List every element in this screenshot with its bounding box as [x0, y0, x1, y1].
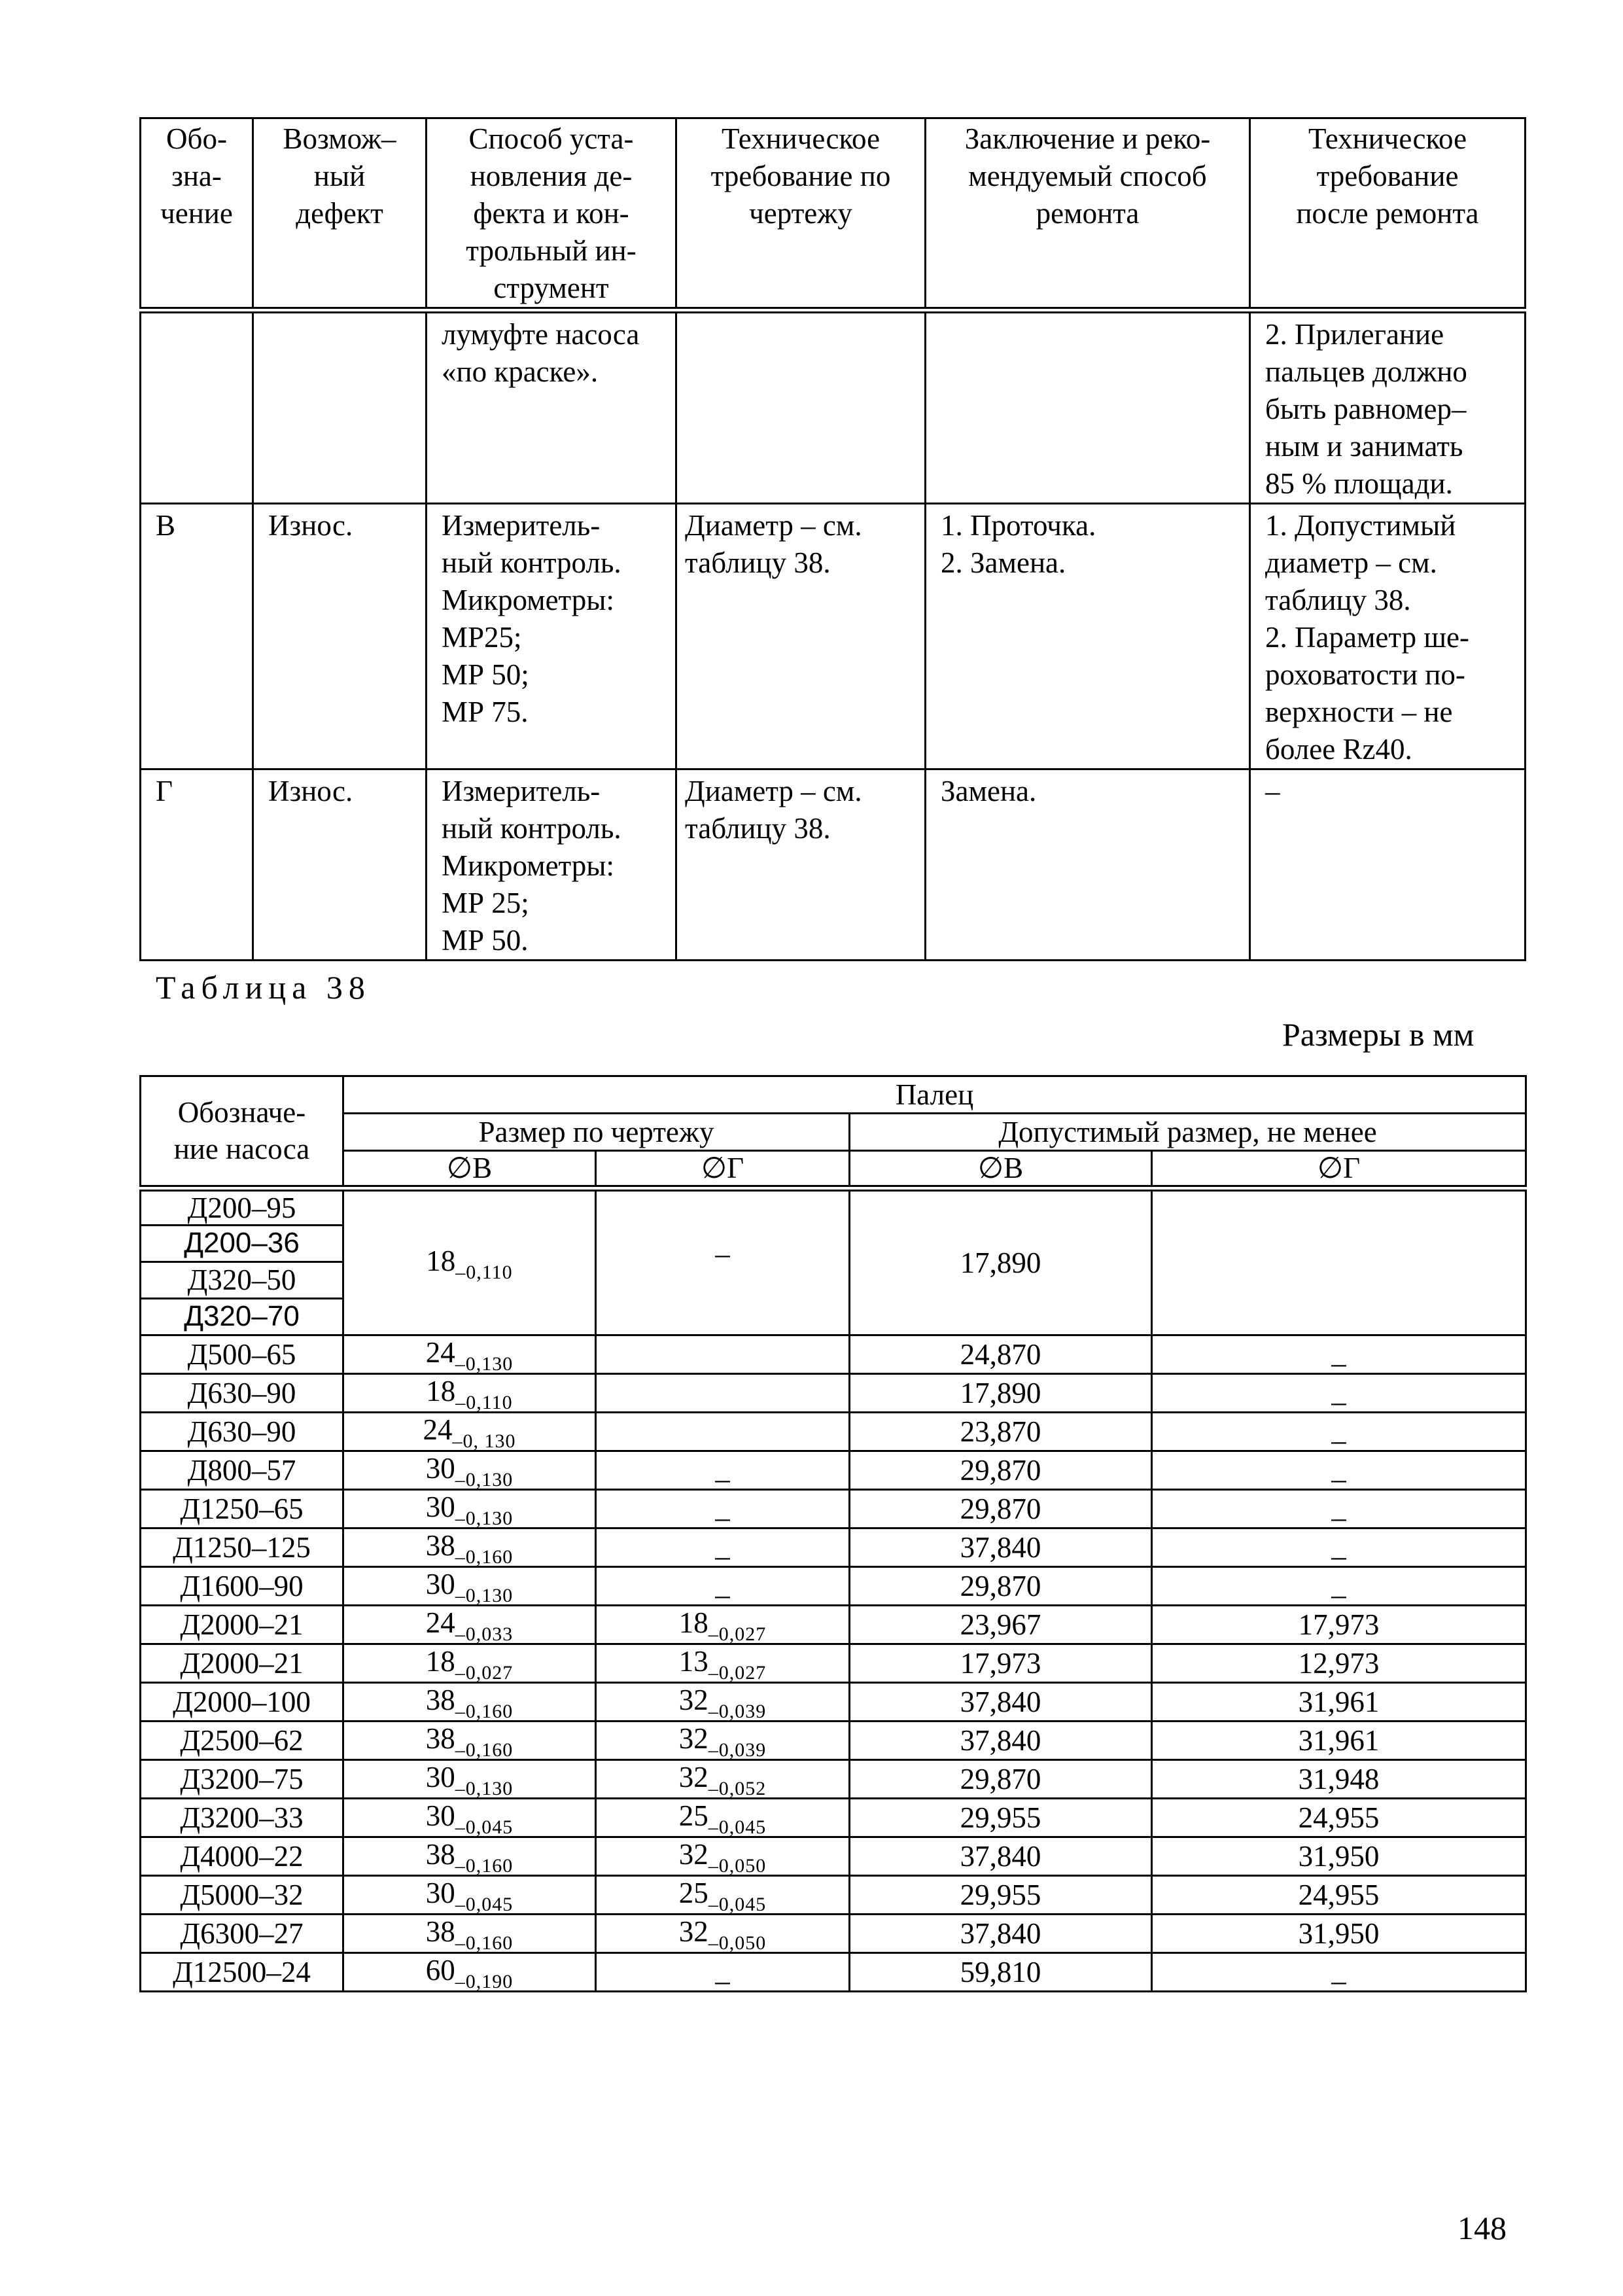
nominal: 30	[425, 1760, 455, 1793]
cell-defect: Износ.	[253, 504, 427, 769]
text-line: требование	[1316, 160, 1459, 192]
cell-after-repair	[1250, 504, 1526, 769]
nominal: 25	[678, 1876, 708, 1909]
cell-method	[427, 504, 676, 769]
cell-method	[427, 310, 676, 504]
cell-allowed-dia-b: 59,810	[850, 1952, 1152, 1991]
cell-drawing-dia-g: –	[596, 1489, 850, 1528]
text-line: Способ уста-	[468, 122, 634, 155]
cell-drawing-dia-b	[343, 1952, 596, 1991]
text-line: МР 25;	[442, 887, 529, 919]
table-row	[141, 1644, 1526, 1682]
text-line: Возмож–	[283, 122, 396, 155]
cell-defect	[253, 310, 427, 504]
cell-allowed-dia-b: 37,840	[850, 1914, 1152, 1952]
text-line: 2. Прилегание	[1265, 318, 1444, 351]
cell-drawing-dia-b	[343, 1489, 596, 1528]
cell-pump-name: Д500–65	[141, 1335, 343, 1373]
nominal: 32	[678, 1915, 708, 1948]
nominal: 38	[425, 1915, 455, 1948]
tolerance: –0,027	[708, 1661, 767, 1684]
cell-after-repair	[1250, 310, 1526, 504]
cell-drawing-dia-g	[596, 1914, 850, 1952]
nominal: 32	[678, 1837, 708, 1871]
tolerance: –0,130	[455, 1584, 514, 1606]
cell-drawing-dia-b	[343, 1644, 596, 1682]
tolerance: –0,039	[708, 1739, 767, 1761]
cell-drawing-dia-b	[343, 1566, 596, 1605]
tolerance: –0,160	[455, 1932, 514, 1954]
header-conclusion	[926, 118, 1250, 311]
cell-pump-name: Д3200–33	[141, 1798, 343, 1837]
nominal: 38	[425, 1683, 455, 1716]
cell-drawing-dia-g	[596, 1721, 850, 1759]
cell-drawing-dia-b	[343, 1451, 596, 1489]
cell-allowed-dia-g: 12,973	[1152, 1644, 1526, 1682]
text-line: зна-	[171, 160, 222, 192]
cell-allowed-dia-b: 29,870	[850, 1451, 1152, 1489]
cell-conclusion	[926, 310, 1250, 504]
text-line: ным и занимать	[1265, 430, 1463, 463]
cell-requirement	[676, 504, 926, 769]
text-line: дефект	[296, 197, 383, 230]
cell-allowed-dia-g: 31,950	[1152, 1837, 1526, 1875]
cell-allowed-dia-b: 37,840	[850, 1682, 1152, 1721]
cell-allowed-dia-g: –	[1152, 1412, 1526, 1451]
text-line: требование по	[710, 160, 891, 192]
tolerance: –0,027	[455, 1661, 514, 1684]
cell-pump-name: Д1600–90	[141, 1566, 343, 1605]
text-line: ный контроль.	[442, 546, 621, 579]
cell-drawing-dia-g: –	[596, 1451, 850, 1489]
text-line: чение	[160, 197, 233, 230]
nominal: 24	[425, 1606, 455, 1639]
cell-allowed-dia-b: 17,890	[850, 1373, 1152, 1412]
cell-designation: В	[141, 504, 253, 769]
text-line: чертежу	[749, 197, 852, 230]
header-allowed-dia-g: ∅Г	[1152, 1151, 1526, 1188]
cell-pump-name: Д800–57	[141, 1451, 343, 1489]
table-row	[141, 1682, 1526, 1721]
pin-size-table	[139, 1075, 1527, 1997]
tolerance: –0,045	[708, 1816, 767, 1838]
cell-allowed-dia-b: 23,967	[850, 1605, 1152, 1644]
cell-allowed-dia-g: 17,973	[1152, 1605, 1526, 1644]
cell-drawing-dia-b	[343, 1837, 596, 1875]
text-line: струмент	[493, 272, 609, 304]
cell-drawing-dia-g: –	[596, 1952, 850, 1991]
cell-pump-name: Д630–90	[141, 1373, 343, 1412]
tolerance: –0,160	[455, 1545, 514, 1568]
cell-allowed-dia-g: 31,961	[1152, 1682, 1526, 1721]
text-line: Диаметр – см.	[685, 775, 862, 807]
cell-allowed-dia-b: 24,870	[850, 1335, 1152, 1373]
tolerance: –0,110	[455, 1391, 513, 1413]
cell-drawing-dia-b	[343, 1188, 596, 1335]
header-drawing-dia-g: ∅Г	[596, 1151, 850, 1188]
text-line: Диаметр – см.	[685, 509, 862, 542]
cell-drawing-dia-b	[343, 1373, 596, 1412]
cell-allowed-dia-g: 31,948	[1152, 1759, 1526, 1798]
text-line: пальцев должно	[1265, 355, 1467, 388]
cell-method	[427, 769, 676, 961]
nominal: 30	[425, 1451, 455, 1485]
cell-allowed-dia-b: 17,973	[850, 1644, 1152, 1682]
cell-drawing-dia-g	[596, 1759, 850, 1798]
header-drawing-dia-b: ∅В	[343, 1151, 596, 1188]
header-designation	[141, 118, 253, 311]
table-row	[141, 1605, 1526, 1644]
table-row	[141, 310, 1526, 504]
cell-allowed-dia-b: 37,840	[850, 1721, 1152, 1759]
text-line: –	[1265, 775, 1280, 807]
cell-allowed-dia-g: –	[1152, 1373, 1526, 1412]
cell-after-repair	[1250, 769, 1526, 961]
text-line: 1. Проточка.	[941, 509, 1096, 542]
cell-allowed-dia-g: –	[1152, 1566, 1526, 1605]
cell-conclusion	[926, 769, 1250, 961]
table-row	[141, 1914, 1526, 1952]
text-line: Измеритель-	[442, 509, 601, 542]
cell-drawing-dia-g	[596, 1837, 850, 1875]
nominal: 24	[425, 1335, 455, 1369]
cell-pump-name: Д200–36	[141, 1225, 343, 1262]
text-line: таблицу 38.	[685, 546, 831, 579]
text-line: Замена.	[941, 775, 1037, 807]
table-row	[141, 1837, 1526, 1875]
tolerance: –0,130	[455, 1777, 514, 1799]
text-line: верхности – не	[1265, 696, 1453, 728]
text-line: 2. Замена.	[941, 546, 1066, 579]
cell-drawing-dia-g	[596, 1798, 850, 1837]
table-row	[141, 1335, 1526, 1373]
header-pin: Палец	[343, 1076, 1526, 1114]
text-line: фекта и кон-	[473, 197, 629, 230]
cell-drawing-dia-g: –	[596, 1188, 850, 1335]
nominal: 25	[678, 1799, 708, 1832]
text-line: таблицу 38.	[1265, 584, 1411, 616]
tolerance: –0,110	[455, 1261, 513, 1283]
header-allowed-size: Допустимый размер, не менее	[850, 1114, 1526, 1151]
tolerance: –0,160	[455, 1700, 514, 1722]
cell-allowed-dia-b: 23,870	[850, 1412, 1152, 1451]
table-row	[141, 1188, 1526, 1226]
cell-pump-name: Д2500–62	[141, 1721, 343, 1759]
cell-allowed-dia-g: 24,955	[1152, 1798, 1526, 1837]
tolerance: –0, 130	[452, 1430, 516, 1452]
cell-allowed-dia-g	[1152, 1188, 1526, 1335]
text-line: ние насоса	[173, 1133, 310, 1166]
header-row-size-groups	[141, 1114, 1526, 1151]
cell-allowed-dia-g: 31,950	[1152, 1914, 1526, 1952]
tolerance: –0,039	[708, 1700, 767, 1722]
nominal: 60	[425, 1953, 455, 1987]
cell-requirement	[676, 310, 926, 504]
nominal: 18	[678, 1606, 708, 1639]
nominal: 24	[423, 1413, 453, 1446]
text-line: новления де-	[470, 160, 633, 192]
cell-drawing-dia-g	[596, 1682, 850, 1721]
text-line: 85 % площади.	[1265, 467, 1453, 500]
nominal: 18	[426, 1374, 456, 1407]
header-defect	[253, 118, 427, 311]
text-line: МР 50.	[442, 924, 529, 957]
table-row	[141, 1451, 1526, 1489]
nominal: 30	[425, 1490, 455, 1523]
table-row	[141, 1875, 1526, 1914]
cell-allowed-dia-b: 37,840	[850, 1837, 1152, 1875]
cell-allowed-dia-g: 24,955	[1152, 1875, 1526, 1914]
table-row	[141, 1721, 1526, 1759]
tolerance: –0,045	[455, 1893, 514, 1915]
header-row-diameters	[141, 1151, 1526, 1188]
text-line: «по краске».	[442, 355, 599, 388]
cell-drawing-dia-g	[596, 1644, 850, 1682]
table-row	[141, 504, 1526, 769]
text-line: диаметр – см.	[1265, 546, 1437, 579]
cell-pump-name: Д1250–125	[141, 1528, 343, 1566]
table-row	[141, 769, 1526, 961]
table-row	[141, 1759, 1526, 1798]
cell-drawing-dia-b	[343, 1914, 596, 1952]
text-line: Измеритель-	[442, 775, 601, 807]
nominal: 32	[678, 1683, 708, 1716]
cell-pump-name: Д2000–21	[141, 1605, 343, 1644]
table-row	[141, 1566, 1526, 1605]
cell-allowed-dia-g: –	[1152, 1952, 1526, 1991]
table-caption: Таблица 38	[156, 969, 371, 1006]
cell-allowed-dia-g: –	[1152, 1451, 1526, 1489]
table-row	[141, 1412, 1526, 1451]
cell-drawing-dia-g	[596, 1335, 850, 1373]
header-drawing-size: Размер по чертежу	[343, 1114, 850, 1151]
tolerance: –0,130	[455, 1507, 514, 1529]
text-line: Микрометры:	[442, 584, 615, 616]
table-row	[141, 1952, 1526, 1991]
cell-pump-name: Д200–95	[141, 1188, 343, 1226]
table-row	[141, 1798, 1526, 1837]
cell-allowed-dia-b: 17,890	[850, 1188, 1152, 1335]
text-line: более Rz40.	[1265, 733, 1412, 766]
cell-pump-name: Д320–70	[141, 1298, 343, 1335]
header-requirement	[676, 118, 926, 311]
text-line: 1. Допустимый	[1265, 509, 1456, 542]
cell-drawing-dia-b	[343, 1335, 596, 1373]
cell-pump-name: Д12500–24	[141, 1952, 343, 1991]
text-line: быть равномер–	[1265, 393, 1467, 425]
text-line: Техническое	[721, 122, 881, 155]
cell-allowed-dia-b: 29,870	[850, 1489, 1152, 1528]
tolerance: –0,130	[455, 1352, 514, 1375]
cell-allowed-dia-b: 29,955	[850, 1798, 1152, 1837]
cell-allowed-dia-b: 29,955	[850, 1875, 1152, 1914]
cell-drawing-dia-g	[596, 1412, 850, 1451]
text-line: ный контроль.	[442, 812, 621, 845]
text-line: Микрометры:	[442, 849, 615, 882]
text-line: ремонта	[1036, 197, 1140, 230]
nominal: 18	[425, 1644, 455, 1678]
tolerance: –0,052	[708, 1777, 767, 1799]
text-line: мендуемый способ	[968, 160, 1207, 192]
text-line: Обо-	[166, 122, 227, 155]
cell-allowed-dia-b: 29,870	[850, 1759, 1152, 1798]
cell-drawing-dia-b	[343, 1528, 596, 1566]
cell-drawing-dia-b	[343, 1875, 596, 1914]
text-line: Обозначе-	[177, 1096, 306, 1129]
text-line: таблицу 38.	[685, 812, 831, 845]
nominal: 38	[425, 1528, 455, 1562]
text-line: МР 50;	[442, 658, 529, 691]
header-after-repair	[1250, 118, 1526, 311]
cell-allowed-dia-g: –	[1152, 1489, 1526, 1528]
nominal: 32	[678, 1760, 708, 1793]
cell-drawing-dia-b	[343, 1682, 596, 1721]
nominal: 13	[678, 1644, 708, 1678]
nominal: 30	[425, 1567, 455, 1600]
cell-drawing-dia-g: –	[596, 1528, 850, 1566]
cell-drawing-dia-b	[343, 1721, 596, 1759]
header-row-pin	[141, 1076, 1526, 1114]
text-line: 2. Параметр ше-	[1265, 621, 1469, 654]
defect-table	[139, 117, 1526, 961]
tolerance: –0,045	[708, 1893, 767, 1915]
nominal: 30	[425, 1799, 455, 1832]
header-allowed-dia-b: ∅В	[850, 1151, 1152, 1188]
table-row	[141, 1373, 1526, 1412]
text-line: Заключение и реко-	[964, 122, 1211, 155]
nominal: 38	[425, 1722, 455, 1755]
tolerance: –0,033	[455, 1623, 514, 1645]
cell-designation: Г	[141, 769, 253, 961]
cell-allowed-dia-b: 29,870	[850, 1566, 1152, 1605]
cell-allowed-dia-g: –	[1152, 1335, 1526, 1373]
cell-pump-name: Д6300–27	[141, 1914, 343, 1952]
nominal: 38	[425, 1837, 455, 1871]
nominal: 18	[426, 1244, 456, 1277]
tolerance: –0,190	[455, 1970, 514, 1992]
cell-designation	[141, 310, 253, 504]
cell-drawing-dia-b	[343, 1605, 596, 1644]
tolerance: –0,050	[708, 1932, 767, 1954]
cell-pump-name: Д2000–100	[141, 1682, 343, 1721]
cell-drawing-dia-b	[343, 1412, 596, 1451]
page-number: 148	[1457, 2210, 1507, 2246]
cell-allowed-dia-b: 37,840	[850, 1528, 1152, 1566]
cell-pump-name: Д320–50	[141, 1262, 343, 1298]
header-pump-designation	[141, 1076, 343, 1188]
tolerance: –0,160	[455, 1854, 514, 1877]
cell-drawing-dia-g	[596, 1373, 850, 1412]
text-line: после ремонта	[1296, 197, 1479, 230]
cell-drawing-dia-b	[343, 1798, 596, 1837]
cell-allowed-dia-g: 31,961	[1152, 1721, 1526, 1759]
cell-requirement	[676, 769, 926, 961]
tolerance: –0,160	[455, 1739, 514, 1761]
cell-pump-name: Д4000–22	[141, 1837, 343, 1875]
cell-defect: Износ.	[253, 769, 427, 961]
cell-drawing-dia-g: –	[596, 1566, 850, 1605]
text-line: трольный ин-	[466, 234, 637, 267]
cell-drawing-dia-g	[596, 1605, 850, 1644]
nominal: 30	[425, 1876, 455, 1909]
cell-pump-name: Д5000–32	[141, 1875, 343, 1914]
header-method	[427, 118, 676, 311]
tolerance: –0,050	[708, 1854, 767, 1877]
cell-pump-name: Д630–90	[141, 1412, 343, 1451]
cell-drawing-dia-g	[596, 1875, 850, 1914]
text-line: МР 75.	[442, 696, 529, 728]
text-line: роховатости по-	[1265, 658, 1465, 691]
cell-conclusion	[926, 504, 1250, 769]
text-line: ный	[313, 160, 366, 192]
table-row	[141, 1489, 1526, 1528]
cell-pump-name: Д1250–65	[141, 1489, 343, 1528]
units-note: Размеры в мм	[1282, 1016, 1475, 1053]
cell-drawing-dia-b	[343, 1759, 596, 1798]
cell-pump-name: Д3200–75	[141, 1759, 343, 1798]
tolerance: –0,130	[455, 1468, 514, 1491]
tolerance: –0,045	[455, 1816, 514, 1838]
text-line: МР25;	[442, 621, 522, 654]
cell-pump-name: Д2000–21	[141, 1644, 343, 1682]
text-line: лумуфте насоса	[442, 318, 640, 351]
tolerance: –0,027	[708, 1623, 767, 1645]
defect-table-header	[141, 118, 1526, 311]
nominal: 32	[678, 1722, 708, 1755]
text-line: Техническое	[1308, 122, 1467, 155]
cell-allowed-dia-g: –	[1152, 1528, 1526, 1566]
table-row	[141, 1528, 1526, 1566]
